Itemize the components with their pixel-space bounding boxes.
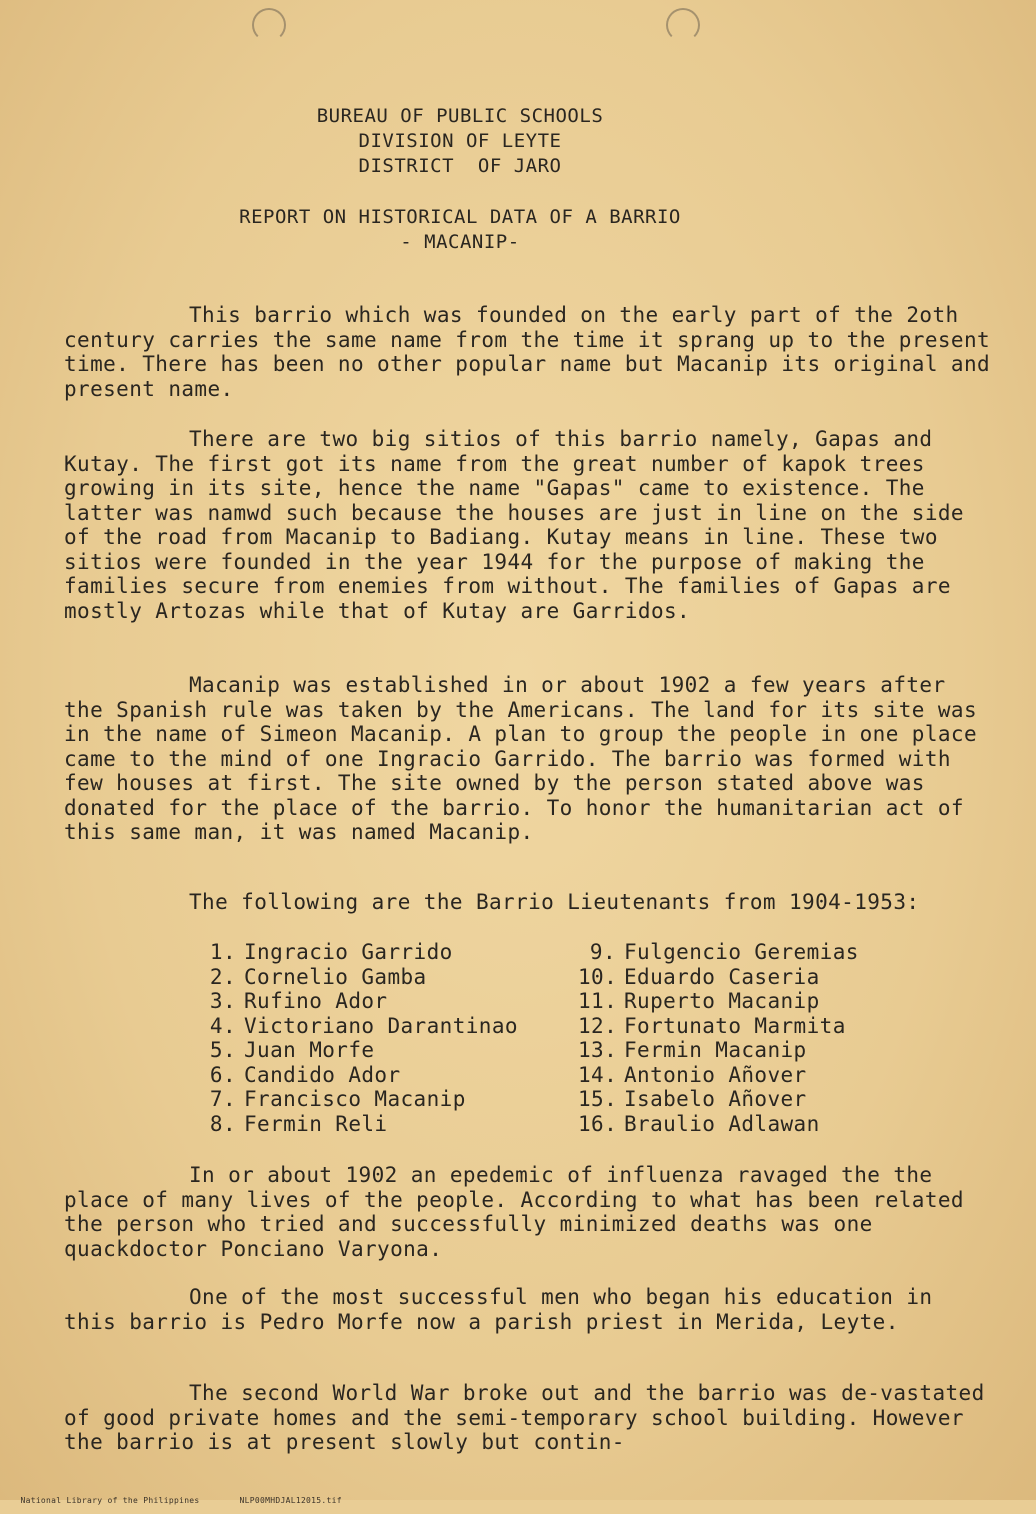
scan-footer xyxy=(0,1487,382,1514)
lieutenants-column-right xyxy=(578,940,859,1136)
paragraph-notable-person: One of the most successful men who began his education in this barrio is Pedro Morfe now a parish priest in Merida, Leyte. xyxy=(64,1285,933,1334)
list-item: 4. Victoriano Darantinao xyxy=(209,1013,518,1038)
list-item: 1. Ingracio Garrido xyxy=(209,940,453,964)
header-line: DISTRICT OF JARO xyxy=(358,155,562,177)
paragraph-world-war: The second World War broke out and the barrio was de-vastated of good private homes and the semi-temporary school building. However the barrio is at present slowly but contin- xyxy=(64,1381,985,1454)
list-item: 7. Francisco Macanip xyxy=(209,1087,466,1111)
list-item: 11. Ruperto Macanip xyxy=(578,989,820,1013)
list-item: 10. Eduardo Caseria xyxy=(578,964,820,989)
list-item: 8. Fermin Reli xyxy=(209,1111,388,1136)
punch-hole-icon xyxy=(252,8,286,42)
title-subtitle: - MACANIP- xyxy=(400,231,520,253)
punch-hole-icon xyxy=(666,8,700,42)
list-item: 9. Fulgencio Geremias xyxy=(589,940,859,964)
list-item: 12. Fortunato Marmita xyxy=(578,1013,846,1038)
list-item: 5. Juan Morfe xyxy=(209,1038,375,1062)
header-line: DIVISION OF LEYTE xyxy=(358,130,562,152)
paragraph-lieutenants-intro: The following are the Barrio Lieutenants from 1904-1953: xyxy=(189,890,920,914)
report-title xyxy=(170,205,750,255)
paragraph-epidemic: In or about 1902 an epedemic of influenza ravaged the the place of many lives of the people. According to what has been related the person who tried and successfully minimized deaths was one quackdoctor Ponciano Varyona. xyxy=(64,1163,964,1261)
lieutenants-column-left xyxy=(198,940,518,1136)
list-item: 16. Braulio Adlawan xyxy=(578,1111,820,1136)
footer-institution: National Library of the Philippines xyxy=(20,1496,200,1505)
list-item: 2. Cornelio Gamba xyxy=(209,964,427,989)
paragraph-sitios: There are two big sitios of this barrio namely, Gapas and Kutay. The first got its name from the great number of kapok trees growing in its site, hence the name "Gapas" came to existence. The latter was namwd such because the houses are just in line on the side of the road from Macanip to Badiang. Kutay means in line. These two sitios were founded in the year 1944 for the purpose of making the families secure from enemies from without. The families of Gapas are mostly Artozas while that of Kutay are Garridos. xyxy=(64,427,964,623)
list-item: 14. Antonio Añover xyxy=(578,1062,807,1087)
list-item: 15. Isabelo Añover xyxy=(578,1087,807,1111)
footer-filename: NLP00MHDJAL12015.tif xyxy=(239,1496,342,1505)
list-item: 13. Fermin Macanip xyxy=(578,1038,807,1062)
paragraph-establishment: Macanip was established in or about 1902 a few years after the Spanish rule was taken by the Americans. The land for its site was in the name of Simeon Macanip. A plan to group the people in one place came to the mind of one Ingracio Garrido. The barrio was formed with few houses at first. The site owned by the person stated above was donated for the place of the barrio. To honor the humanitarian act of this same man, it was named Macanip. xyxy=(64,673,978,844)
document-header xyxy=(200,104,720,179)
list-item: 3. Rufino Ador xyxy=(209,989,388,1013)
paragraph-barrio-name: This barrio which was founded on the early part of the 2oth century carries the same name from the time it sprang up to the present time. There has been no other popular name but Macanip its original and present name. xyxy=(64,303,991,401)
header-line: BUREAU OF PUBLIC SCHOOLS xyxy=(316,105,604,127)
title-line: REPORT ON HISTORICAL DATA OF A BARRIO xyxy=(239,206,681,228)
list-item: 6. Candido Ador xyxy=(209,1062,401,1087)
